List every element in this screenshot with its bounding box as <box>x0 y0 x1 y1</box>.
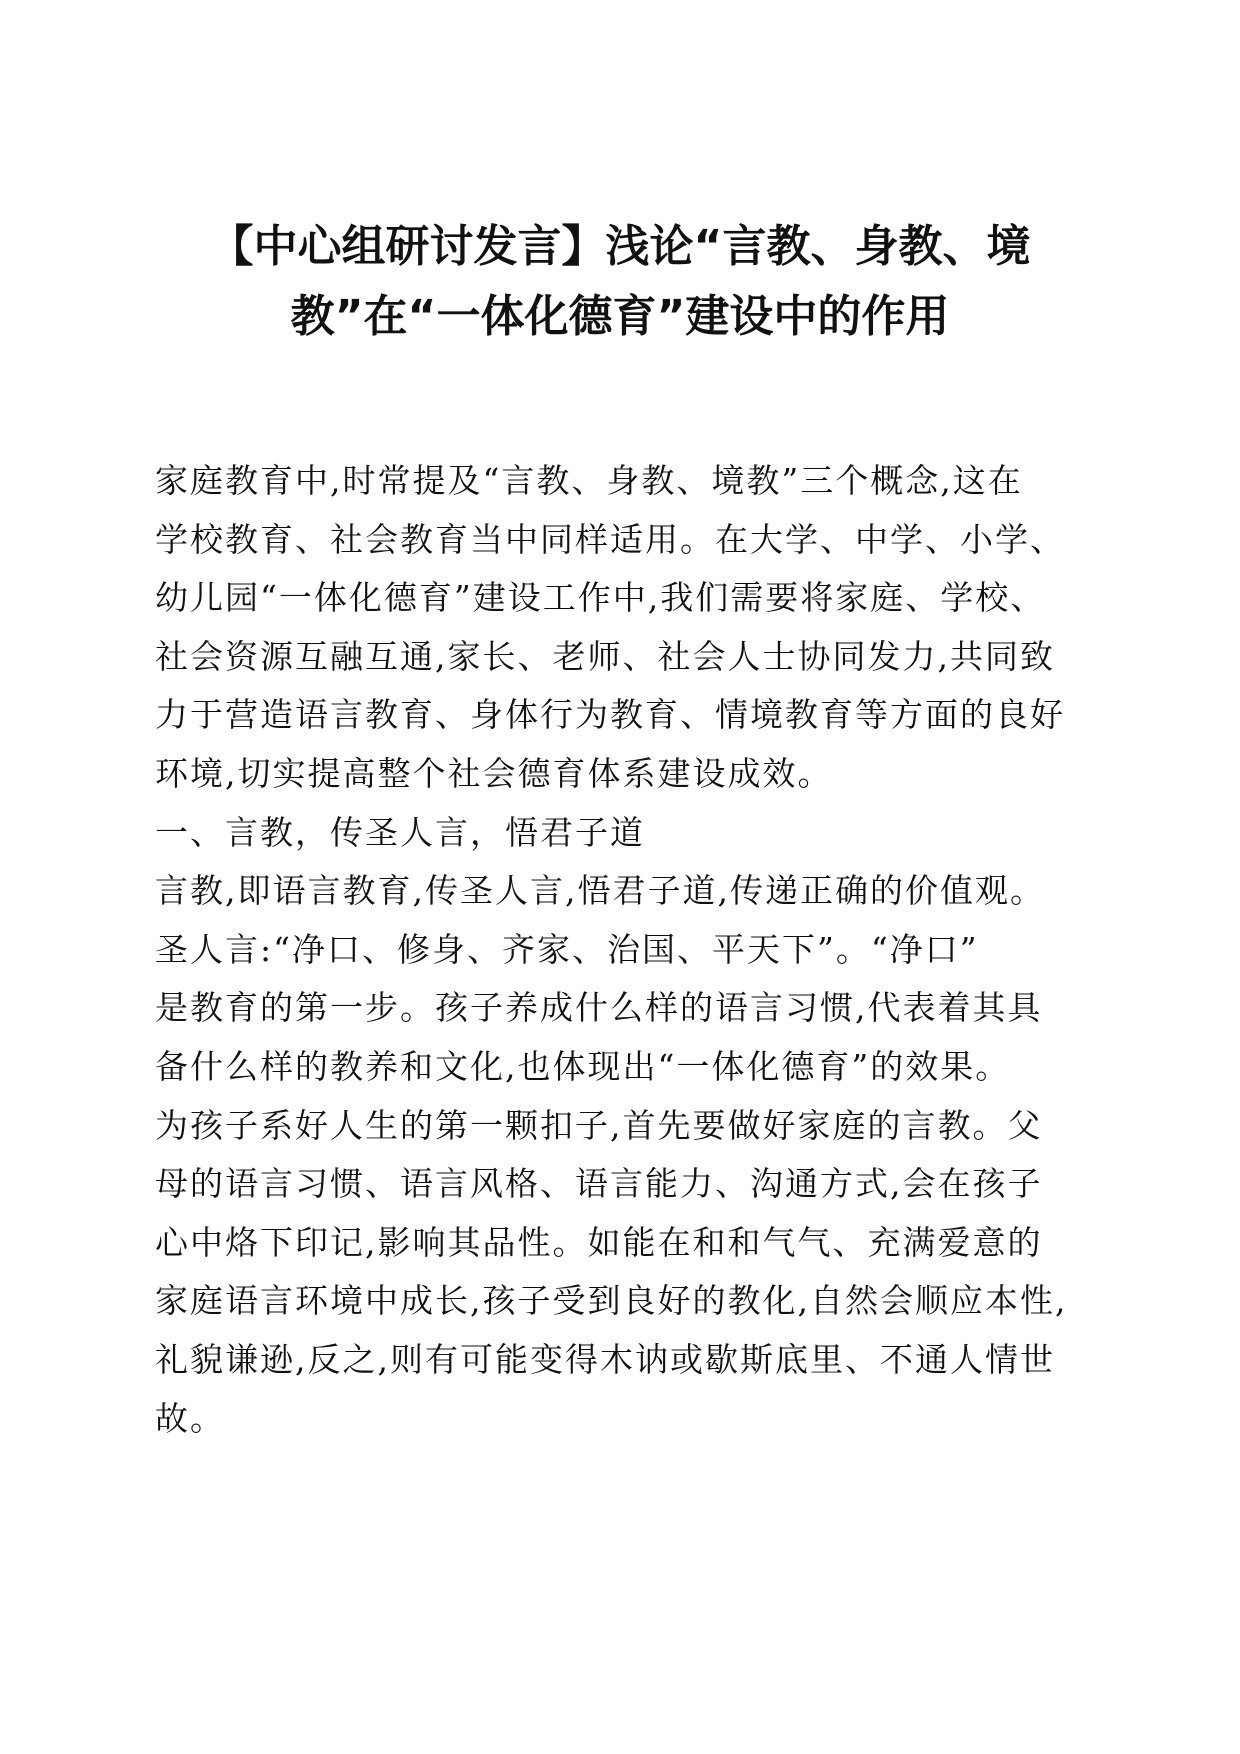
title-line: 【中心组研讨发言】浅论“言教、身教、境 <box>209 221 1031 272</box>
body-line: 幼儿园“一体化德育”建设工作中,我们需要将家庭、学校、 <box>155 578 1046 618</box>
body-line: 礼貌谦逊,反之,则有可能变得木讷或歇斯底里、不通人情世 <box>155 1339 1055 1379</box>
body-line: 母的语言习惯、语言风格、语言能力、沟通方式,会在孩子 <box>155 1164 1043 1204</box>
document-title <box>140 212 1100 352</box>
section-heading: 一、言教，传圣人言，悟君子道 <box>155 812 645 852</box>
body-line: 故。 <box>155 1398 225 1438</box>
body-line: 学校教育、社会教育当中同样适用。在大学、中学、小学、 <box>155 519 1065 559</box>
body-line: 为孩子系好人生的第一颗扣子,首先要做好家庭的言教。父 <box>155 1105 1043 1145</box>
body-line: 家庭教育中,时常提及“言教、身教、境教”三个概念,这在 <box>155 461 1023 500</box>
body-line: 言教,即语言教育,传圣人言,悟君子道,传递正确的价值观。 <box>155 871 1045 911</box>
body-line: 环境,切实提高整个社会德育体系建设成效。 <box>155 753 833 793</box>
body-line: 备什么样的教养和文化,也体现出“一体化德育”的效果。 <box>155 1046 1011 1086</box>
document-body <box>155 452 1095 1448</box>
body-line: 力于营造语言教育、身体行为教育、情境教育等方面的良好 <box>155 695 1065 735</box>
body-line: 家庭语言环境中成长,孩子受到良好的教化,自然会顺应本性, <box>155 1281 1068 1321</box>
body-line: 心中烙下印记,影响其品性。如能在和和气气、充满爱意的 <box>155 1222 1043 1262</box>
body-line: 圣人言:“净口、修身、齐家、治国、平天下”。“净口” <box>155 929 979 969</box>
body-line: 社会资源互融互通,家长、老师、社会人士协同发力,共同致 <box>155 636 1055 676</box>
body-line: 是教育的第一步。孩子养成什么样的语言习惯,代表着其具 <box>155 988 1043 1028</box>
title-line: 教”在“一体化德育”建设中的作用 <box>290 291 950 342</box>
